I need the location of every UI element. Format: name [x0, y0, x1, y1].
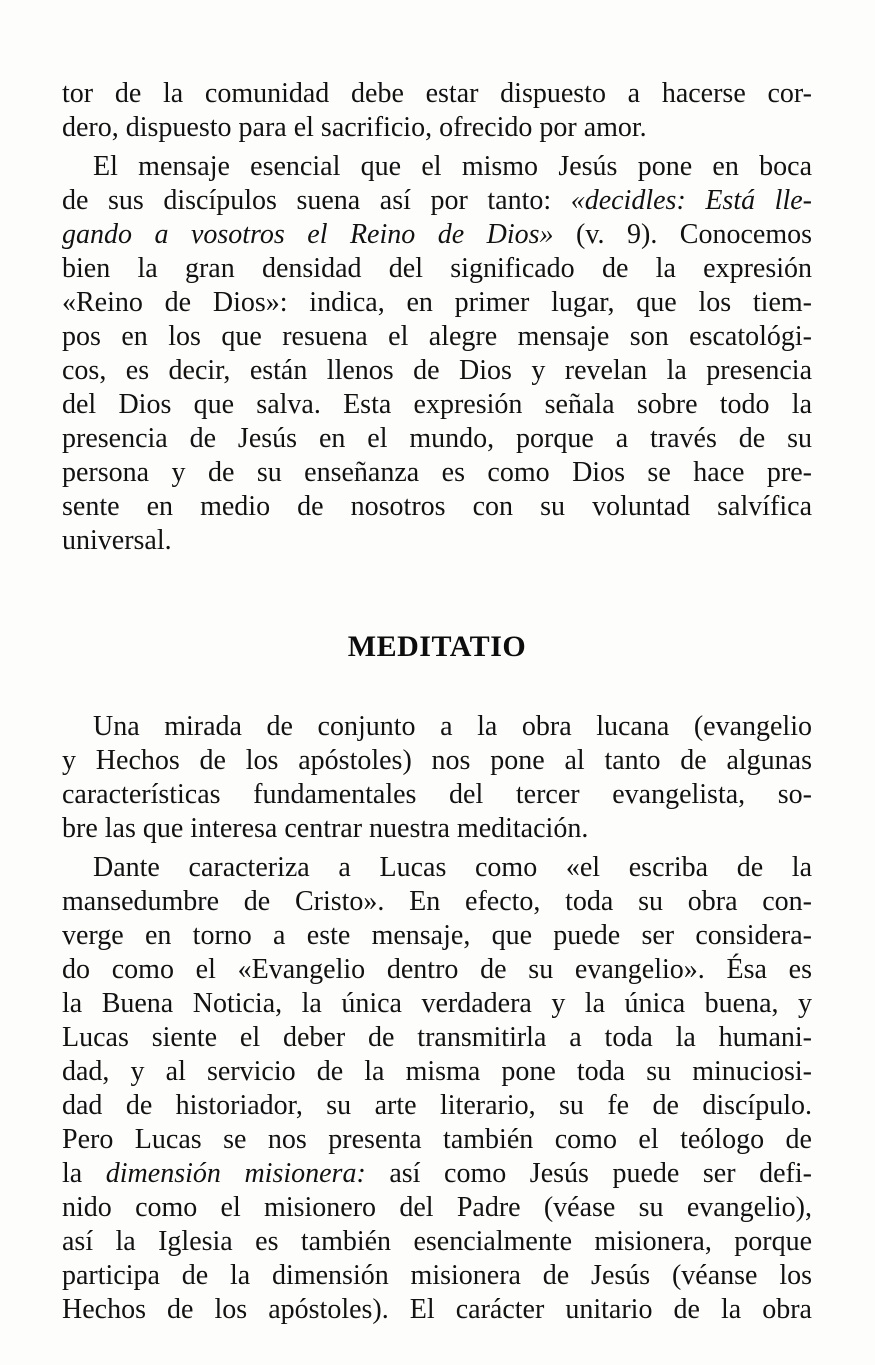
- text-line: [62, 953, 812, 987]
- text-line: [62, 851, 812, 885]
- page-text-block: [62, 77, 812, 1327]
- text-segment: presencia de Jesús en el mundo, porque a través de su: [62, 423, 812, 454]
- text-segment: sente en medio de nosotros con su voluntad salvífica: [62, 491, 812, 522]
- text-segment: tor de la comunidad debe estar dispuesto a hacerse cor-: [62, 78, 812, 109]
- text-line: [62, 1089, 812, 1123]
- text-line: [62, 524, 812, 558]
- text-line: [62, 710, 812, 744]
- text-segment: Una mirada de conjunto a la obra lucana (evangelio: [93, 711, 812, 742]
- text-segment: participa de la dimensión misionera de Jesús (véanse los: [62, 1260, 812, 1291]
- text-segment: y Hechos de los apóstoles) nos pone al tanto de algunas: [62, 745, 812, 776]
- paragraph: [62, 851, 812, 1327]
- text-segment: dad de historiador, su arte literario, su fe de discípulo.: [62, 1090, 812, 1121]
- text-line: [62, 812, 812, 846]
- text-segment: Dante caracteriza a Lucas como «el escriba de la: [93, 852, 812, 883]
- text-line: [62, 490, 812, 524]
- text-line: [62, 1021, 812, 1055]
- text-segment: así la Iglesia es también esencialmente misionera, porque: [62, 1226, 812, 1257]
- text-segment: de sus discípulos suena así por tanto:: [62, 185, 571, 216]
- text-line: [62, 354, 812, 388]
- text-line: [62, 320, 812, 354]
- text-segment: dad, y al servicio de la misma pone toda su minuciosi-: [62, 1056, 812, 1087]
- text-line: [62, 422, 812, 456]
- text-line: [62, 778, 812, 812]
- text-segment: así como Jesús puede ser defi-: [365, 1158, 812, 1189]
- text-line: [62, 150, 812, 184]
- italic-text-segment: «decidles: Está lle-: [570, 185, 812, 216]
- text-line: [62, 77, 812, 111]
- text-segment: verge en torno a este mensaje, que puede ser considera-: [62, 920, 812, 951]
- text-line: [62, 252, 812, 286]
- text-line: [62, 456, 812, 490]
- text-line: [62, 1055, 812, 1089]
- paragraph: [62, 77, 812, 145]
- text-line: [62, 388, 812, 422]
- text-line: [62, 218, 812, 252]
- text-segment: Lucas siente el deber de transmitirla a toda la humani-: [62, 1022, 812, 1053]
- text-segment: dero, dispuesto para el sacrificio, ofrecido por amor.: [62, 112, 647, 143]
- text-segment: do como el «Evangelio dentro de su evangelio». Ésa es: [62, 954, 812, 985]
- text-line: [62, 885, 812, 919]
- text-line: [62, 184, 812, 218]
- text-segment: persona y de su enseñanza es como Dios se hace pre-: [62, 457, 812, 488]
- text-segment: (v. 9). Conocemos: [553, 219, 813, 250]
- paragraph: [62, 710, 812, 846]
- text-line: [62, 111, 812, 145]
- text-segment: El mensaje esencial que el mismo Jesús pone en boca: [93, 151, 812, 182]
- paragraph: [62, 150, 812, 558]
- text-segment: la: [62, 1158, 106, 1189]
- text-line: [62, 1191, 812, 1225]
- text-line: [62, 1259, 812, 1293]
- text-segment: la Buena Noticia, la única verdadera y la única buena, y: [62, 988, 812, 1019]
- text-line: [62, 1293, 812, 1327]
- text-line: [62, 744, 812, 778]
- text-line: [62, 1123, 812, 1157]
- text-segment: universal.: [62, 525, 172, 556]
- text-line: [62, 919, 812, 953]
- text-line: [62, 1225, 812, 1259]
- text-segment: Hechos de los apóstoles). El carácter unitario de la obra: [62, 1294, 812, 1325]
- text-segment: del Dios que salva. Esta expresión señala sobre todo la: [62, 389, 812, 420]
- text-segment: mansedumbre de Cristo». En efecto, toda su obra con-: [62, 886, 812, 917]
- text-line: [62, 987, 812, 1021]
- italic-text-segment: gando a vosotros el Reino de Dios»: [62, 219, 554, 250]
- text-segment: nido como el misionero del Padre (véase su evangelio),: [62, 1192, 812, 1223]
- section-heading: MEDITATIO: [347, 630, 527, 663]
- text-segment: bien la gran densidad del significado de la expresión: [62, 253, 812, 284]
- text-segment: cos, es decir, están llenos de Dios y revelan la presencia: [62, 355, 812, 386]
- italic-text-segment: dimensión misionera:: [105, 1158, 366, 1189]
- text-segment: «Reino de Dios»: indica, en primer lugar, que los tiem-: [62, 287, 812, 318]
- text-line: [62, 1157, 812, 1191]
- text-segment: características fundamentales del tercer evangelista, so-: [62, 779, 812, 810]
- text-segment: pos en los que resuena el alegre mensaje son escatológi-: [62, 321, 812, 352]
- text-segment: Pero Lucas se nos presenta también como el teólogo de: [62, 1124, 812, 1155]
- text-line: [62, 286, 812, 320]
- text-segment: bre las que interesa centrar nuestra meditación.: [62, 813, 589, 844]
